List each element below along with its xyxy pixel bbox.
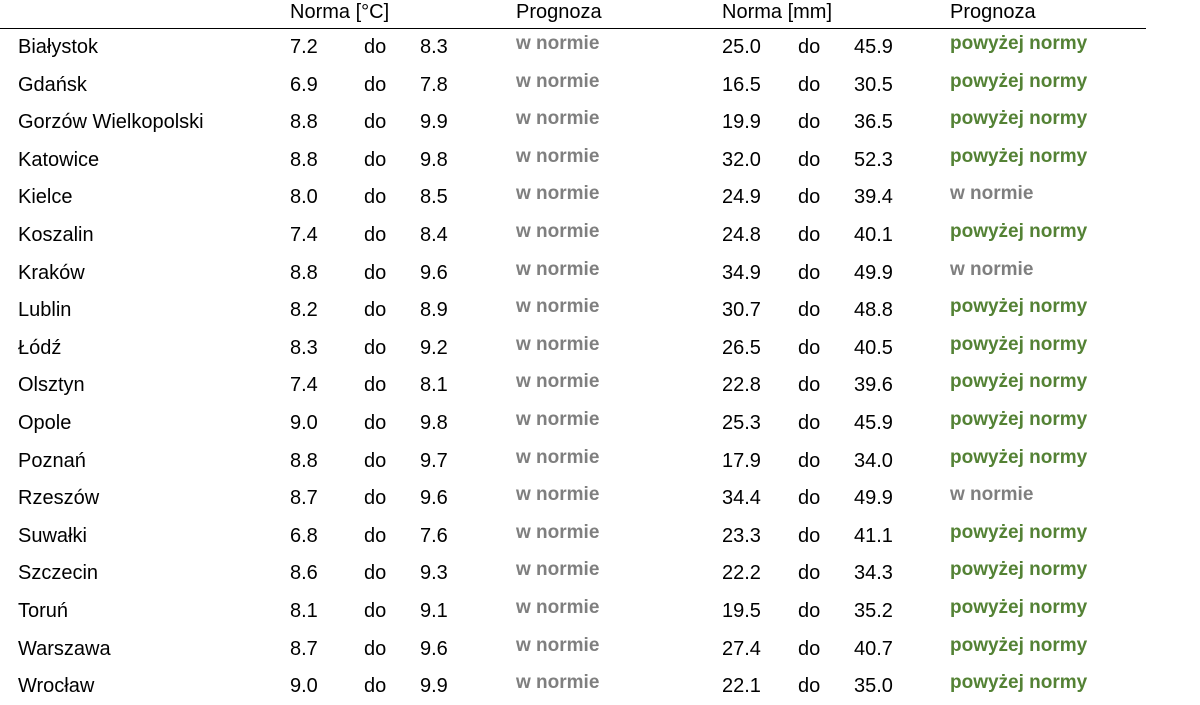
precipitation-forecast: powyżej normy (950, 33, 1088, 54)
temperature-norm-separator: do (364, 73, 387, 96)
precipitation-norm-min: 22.2 (722, 562, 761, 585)
temperature-norm-min: 8.7 (290, 637, 318, 660)
header-precipitation-forecast: Prognoza (950, 1, 1036, 23)
temperature-norm-min: 8.0 (290, 186, 318, 209)
temperature-norm-max: 8.9 (420, 299, 448, 322)
precipitation-forecast: powyżej normy (950, 220, 1088, 242)
precipitation-norm-max: 36.5 (854, 111, 893, 134)
city-name: Olsztyn (18, 374, 85, 397)
precipitation-norm-separator: do (798, 186, 821, 209)
temperature-norm-separator: do (364, 411, 387, 434)
temperature-forecast: w normie (516, 634, 600, 656)
temperature-forecast: w normie (516, 484, 600, 506)
table-row (0, 366, 1200, 404)
precipitation-norm-min: 16.5 (722, 73, 761, 96)
precipitation-norm-separator: do (798, 223, 821, 246)
precipitation-norm-min: 22.1 (722, 675, 761, 698)
temperature-forecast: w normie (516, 183, 600, 205)
temperature-norm-min: 8.7 (290, 487, 318, 510)
table-row (0, 66, 1200, 104)
temperature-norm-max: 9.1 (420, 599, 448, 622)
temperature-forecast: w normie (516, 33, 600, 54)
precipitation-norm-max: 35.2 (854, 599, 893, 622)
precipitation-norm-min: 19.9 (722, 111, 761, 134)
table-row (0, 630, 1200, 668)
precipitation-forecast: w normie (950, 258, 1034, 280)
precipitation-norm-max: 39.4 (854, 186, 893, 209)
temperature-norm-max: 8.1 (420, 374, 448, 397)
table-header (0, 0, 1146, 29)
temperature-norm-max: 8.3 (420, 36, 448, 58)
precipitation-norm-max: 49.9 (854, 261, 893, 284)
precipitation-norm-separator: do (798, 261, 821, 284)
temperature-norm-separator: do (364, 487, 387, 510)
temperature-forecast: w normie (516, 145, 600, 167)
temperature-norm-max: 9.8 (420, 411, 448, 434)
city-name: Katowice (18, 148, 100, 171)
city-name: Gdańsk (18, 73, 87, 96)
table-row (0, 479, 1200, 517)
temperature-norm-max: 7.8 (420, 73, 448, 96)
temperature-forecast: w normie (516, 296, 600, 318)
table-row (0, 329, 1200, 367)
temperature-norm-max: 9.8 (420, 148, 448, 171)
city-name: Kraków (18, 261, 85, 284)
precipitation-norm-separator: do (798, 487, 821, 510)
temperature-norm-min: 9.0 (290, 675, 318, 698)
precipitation-norm-separator: do (798, 299, 821, 322)
table-row (0, 291, 1200, 329)
precipitation-forecast: powyżej normy (950, 559, 1088, 581)
precipitation-norm-separator: do (798, 449, 821, 472)
precipitation-forecast: powyżej normy (950, 521, 1088, 543)
precipitation-norm-separator: do (798, 524, 821, 547)
temperature-forecast: w normie (516, 596, 600, 618)
table-row (0, 554, 1200, 592)
precipitation-forecast: w normie (950, 484, 1034, 506)
precipitation-norm-max: 49.9 (854, 487, 893, 510)
table-row (0, 442, 1200, 480)
temperature-norm-separator: do (364, 675, 387, 698)
precipitation-norm-min: 26.5 (722, 336, 761, 359)
precipitation-forecast: powyżej normy (950, 70, 1088, 92)
temperature-norm-min: 8.1 (290, 599, 318, 622)
precipitation-norm-max: 30.5 (854, 73, 893, 96)
city-name: Toruń (18, 599, 69, 622)
table-row (0, 216, 1200, 254)
temperature-norm-max: 8.4 (420, 223, 448, 246)
precipitation-norm-separator: do (798, 411, 821, 434)
city-name: Białystok (18, 36, 99, 58)
precipitation-norm-separator: do (798, 374, 821, 397)
temperature-forecast: w normie (516, 258, 600, 280)
city-name: Rzeszów (18, 487, 100, 510)
temperature-norm-min: 6.8 (290, 524, 318, 547)
precipitation-norm-max: 52.3 (854, 148, 893, 171)
precipitation-norm-min: 25.3 (722, 411, 761, 434)
temperature-norm-min: 8.8 (290, 261, 318, 284)
precipitation-norm-min: 34.9 (722, 261, 761, 284)
temperature-forecast: w normie (516, 446, 600, 468)
precipitation-norm-max: 41.1 (854, 524, 893, 547)
city-name: Gorzów Wielkopolski (18, 111, 204, 134)
city-name: Wrocław (18, 675, 95, 698)
precipitation-forecast: powyżej normy (950, 408, 1088, 430)
city-name: Kielce (18, 186, 73, 209)
temperature-norm-min: 7.4 (290, 374, 318, 397)
precipitation-forecast: powyżej normy (950, 596, 1088, 618)
precipitation-norm-min: 24.9 (722, 186, 761, 209)
temperature-norm-max: 9.6 (420, 487, 448, 510)
temperature-norm-min: 8.8 (290, 148, 318, 171)
city-name: Opole (18, 411, 72, 434)
precipitation-norm-separator: do (798, 36, 821, 58)
table-row (0, 141, 1200, 179)
temperature-norm-separator: do (364, 299, 387, 322)
city-name: Szczecin (18, 562, 99, 585)
temperature-norm-min: 8.8 (290, 449, 318, 472)
table-row (0, 28, 1200, 66)
temperature-forecast: w normie (516, 559, 600, 581)
precipitation-norm-max: 39.6 (854, 374, 893, 397)
precipitation-forecast: powyżej normy (950, 108, 1088, 130)
temperature-norm-max: 9.9 (420, 675, 448, 698)
temperature-norm-separator: do (364, 223, 387, 246)
precipitation-norm-min: 32.0 (722, 148, 761, 171)
temperature-norm-min: 6.9 (290, 73, 318, 96)
precipitation-forecast: powyżej normy (950, 333, 1088, 355)
header-temperature-norm: Norma [°C] (290, 1, 390, 23)
precipitation-norm-min: 34.4 (722, 487, 761, 510)
precipitation-norm-min: 23.3 (722, 524, 761, 547)
city-name: Warszawa (18, 637, 111, 660)
temperature-norm-separator: do (364, 36, 387, 58)
temperature-norm-separator: do (364, 374, 387, 397)
precipitation-norm-separator: do (798, 675, 821, 698)
precipitation-forecast: w normie (950, 183, 1034, 205)
precipitation-norm-separator: do (798, 599, 821, 622)
temperature-forecast: w normie (516, 220, 600, 242)
precipitation-norm-max: 34.0 (854, 449, 893, 472)
precipitation-norm-min: 17.9 (722, 449, 761, 472)
precipitation-norm-separator: do (798, 562, 821, 585)
temperature-forecast: w normie (516, 333, 600, 355)
precipitation-norm-min: 30.7 (722, 299, 761, 322)
temperature-norm-max: 9.3 (420, 562, 448, 585)
city-name: Koszalin (18, 223, 94, 246)
city-name: Łódź (18, 336, 62, 359)
temperature-norm-min: 9.0 (290, 411, 318, 434)
temperature-norm-separator: do (364, 599, 387, 622)
precipitation-norm-separator: do (798, 148, 821, 171)
precipitation-norm-max: 35.0 (854, 675, 893, 698)
table-body (0, 28, 1200, 705)
temperature-norm-max: 9.6 (420, 637, 448, 660)
precipitation-forecast: powyżej normy (950, 672, 1088, 694)
temperature-norm-min: 8.6 (290, 562, 318, 585)
precipitation-forecast: powyżej normy (950, 446, 1088, 468)
temperature-norm-separator: do (364, 148, 387, 171)
temperature-norm-min: 7.4 (290, 223, 318, 246)
temperature-forecast: w normie (516, 672, 600, 694)
table-row (0, 592, 1200, 630)
precipitation-norm-max: 48.8 (854, 299, 893, 322)
temperature-norm-min: 7.2 (290, 36, 318, 58)
temperature-norm-separator: do (364, 637, 387, 660)
precipitation-norm-separator: do (798, 637, 821, 660)
temperature-forecast: w normie (516, 371, 600, 393)
precipitation-forecast: powyżej normy (950, 296, 1088, 318)
precipitation-forecast: powyżej normy (950, 634, 1088, 656)
table-row (0, 103, 1200, 141)
temperature-norm-min: 8.2 (290, 299, 318, 322)
temperature-norm-separator: do (364, 449, 387, 472)
temperature-norm-separator: do (364, 562, 387, 585)
precipitation-norm-separator: do (798, 336, 821, 359)
precipitation-norm-max: 34.3 (854, 562, 893, 585)
precipitation-norm-min: 22.8 (722, 374, 761, 397)
temperature-norm-max: 9.7 (420, 449, 448, 472)
precipitation-norm-separator: do (798, 111, 821, 134)
temperature-norm-max: 9.6 (420, 261, 448, 284)
precipitation-forecast: powyżej normy (950, 371, 1088, 393)
temperature-norm-max: 8.5 (420, 186, 448, 209)
precipitation-norm-max: 40.7 (854, 637, 893, 660)
precipitation-norm-min: 25.0 (722, 36, 761, 58)
temperature-forecast: w normie (516, 70, 600, 92)
temperature-norm-separator: do (364, 261, 387, 284)
temperature-norm-separator: do (364, 186, 387, 209)
temperature-norm-min: 8.8 (290, 111, 318, 134)
precipitation-forecast: powyżej normy (950, 145, 1088, 167)
precipitation-norm-max: 45.9 (854, 36, 893, 58)
precipitation-norm-min: 27.4 (722, 637, 761, 660)
city-name: Poznań (18, 449, 86, 472)
temperature-norm-max: 9.2 (420, 336, 448, 359)
table-row (0, 404, 1200, 442)
table-row (0, 254, 1200, 292)
temperature-norm-separator: do (364, 111, 387, 134)
city-name: Lublin (18, 299, 72, 322)
precipitation-norm-min: 19.5 (722, 599, 761, 622)
temperature-forecast: w normie (516, 408, 600, 430)
precipitation-norm-max: 45.9 (854, 411, 893, 434)
temperature-forecast: w normie (516, 108, 600, 130)
temperature-norm-separator: do (364, 524, 387, 547)
header-precipitation-norm: Norma [mm] (722, 1, 832, 23)
header-temperature-forecast: Prognoza (516, 1, 602, 23)
temperature-norm-max: 9.9 (420, 111, 448, 134)
table-row (0, 667, 1200, 705)
city-name: Suwałki (18, 524, 87, 547)
precipitation-norm-max: 40.5 (854, 336, 893, 359)
temperature-norm-separator: do (364, 336, 387, 359)
table-row (0, 517, 1200, 555)
temperature-norm-min: 8.3 (290, 336, 318, 359)
temperature-norm-max: 7.6 (420, 524, 448, 547)
precipitation-norm-max: 40.1 (854, 223, 893, 246)
temperature-forecast: w normie (516, 521, 600, 543)
precipitation-norm-separator: do (798, 73, 821, 96)
precipitation-norm-min: 24.8 (722, 223, 761, 246)
table-row (0, 178, 1200, 216)
